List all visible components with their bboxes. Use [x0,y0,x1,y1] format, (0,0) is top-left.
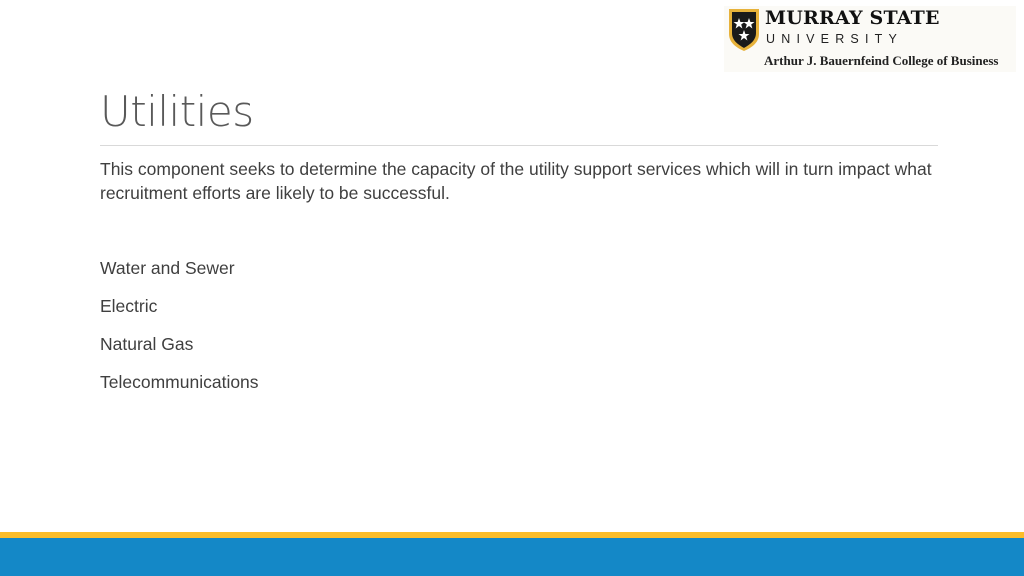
footer-blue-bar [0,538,1024,576]
logo-college-name: Arthur J. Bauernfeind College of Business [764,53,999,68]
intro-paragraph: This component seeks to determine the capacity of the utility support services which will in turn impact what recruitment efforts are likely to be successful. [100,159,932,203]
shield-icon [728,8,760,52]
list-item: Natural Gas [100,334,194,354]
logo-university-name: MURRAY STATE [765,7,940,29]
list-item: Telecommunications [100,372,259,392]
logo-university-subtitle: UNIVERSITY [766,32,904,46]
list-item: Electric [100,296,158,316]
utility-list [100,256,259,408]
list-item: Water and Sewer [100,258,235,278]
title-divider [100,145,938,146]
slide-title: Utilities [100,87,254,136]
university-logo [724,6,1016,72]
